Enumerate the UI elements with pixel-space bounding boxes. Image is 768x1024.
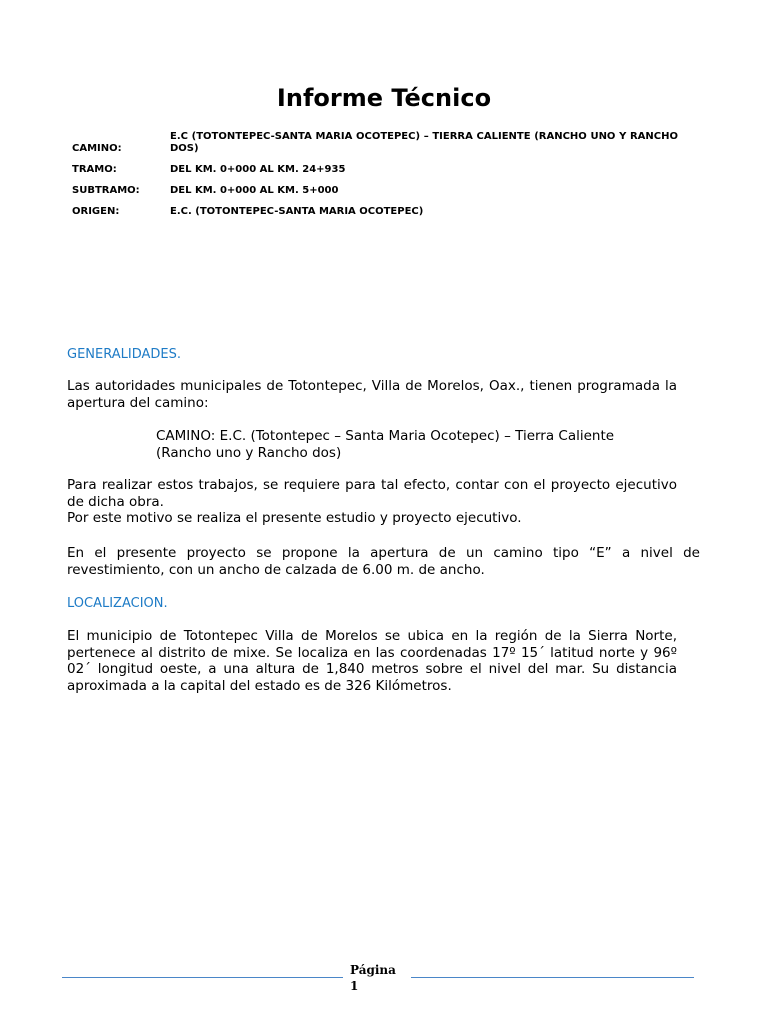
page-number-block: [350, 962, 400, 994]
header-row-subtramo: [72, 185, 678, 199]
camino-label: CAMINO:: [72, 143, 122, 154]
paragraph-2-continuation: Por este motivo se realiza el presente estudio y proyecto ejecutivo.: [67, 510, 522, 526]
tramo-value: DEL KM. 0+000 AL KM. 24+935: [170, 164, 346, 175]
page-number: 1: [350, 979, 359, 993]
paragraph-2-text: Para realizar estos trabajos, se requiere para tal efecto, contar con el proyecto ejecutivo de dicha obra.: [67, 477, 677, 510]
document-title: Informe Técnico: [276, 84, 492, 112]
generalidades-heading: GENERALIDADES.: [67, 347, 181, 362]
localizacion-paragraph: El municipio de Totontepec Villa de Morelos se ubica en la región de la Sierra Norte, pertenece al distrito de mixe. Se localiza en las coordenadas 17º 15´ latitud norte y 96º 02´ longitud oeste, a una altura de 1,840 metros sobre el nivel del mar. Su distancia aproximada a la capital del estado es de 326 Kilómetros.: [67, 628, 677, 694]
camino-value: E.C (TOTONTEPEC-SANTA MARIA OCOTEPEC) – TIERRA CALIENTE (RANCHO UNO Y RANCHO DOS): [170, 131, 678, 154]
origen-value: E.C. (TOTONTEPEC-SANTA MARIA OCOTEPEC): [170, 206, 424, 217]
subtramo-value: DEL KM. 0+000 AL KM. 5+000: [170, 185, 339, 196]
camino-block: [156, 428, 676, 461]
localizacion-heading: LOCALIZACION.: [67, 596, 168, 611]
camino-line-1: CAMINO: E.C. (Totontepec – Santa Maria Ocotepec) – Tierra Caliente: [156, 428, 615, 444]
header-row-camino: [72, 130, 678, 158]
tramo-label: TRAMO:: [72, 164, 117, 175]
generalidades-paragraph-3: En el presente proyecto se propone la apertura de un camino tipo “E” a nivel de revestimiento, con un ancho de calzada de 6.00 m. de ancho.: [67, 545, 700, 578]
subtramo-label: SUBTRAMO:: [72, 185, 140, 196]
footer-rule-right: [411, 977, 694, 978]
origen-label: ORIGEN:: [72, 206, 120, 217]
header-row-origen: [72, 206, 678, 220]
header-row-tramo: [72, 164, 678, 178]
camino-line-2: (Rancho uno y Rancho dos): [156, 444, 342, 461]
generalidades-paragraph-1: Las autoridades municipales de Totontepec, Villa de Morelos, Oax., tienen programada la apertura del camino:: [67, 378, 677, 411]
page-label: Página: [350, 963, 396, 977]
footer-rule-left: [62, 977, 343, 978]
generalidades-paragraph-2: [67, 477, 677, 527]
